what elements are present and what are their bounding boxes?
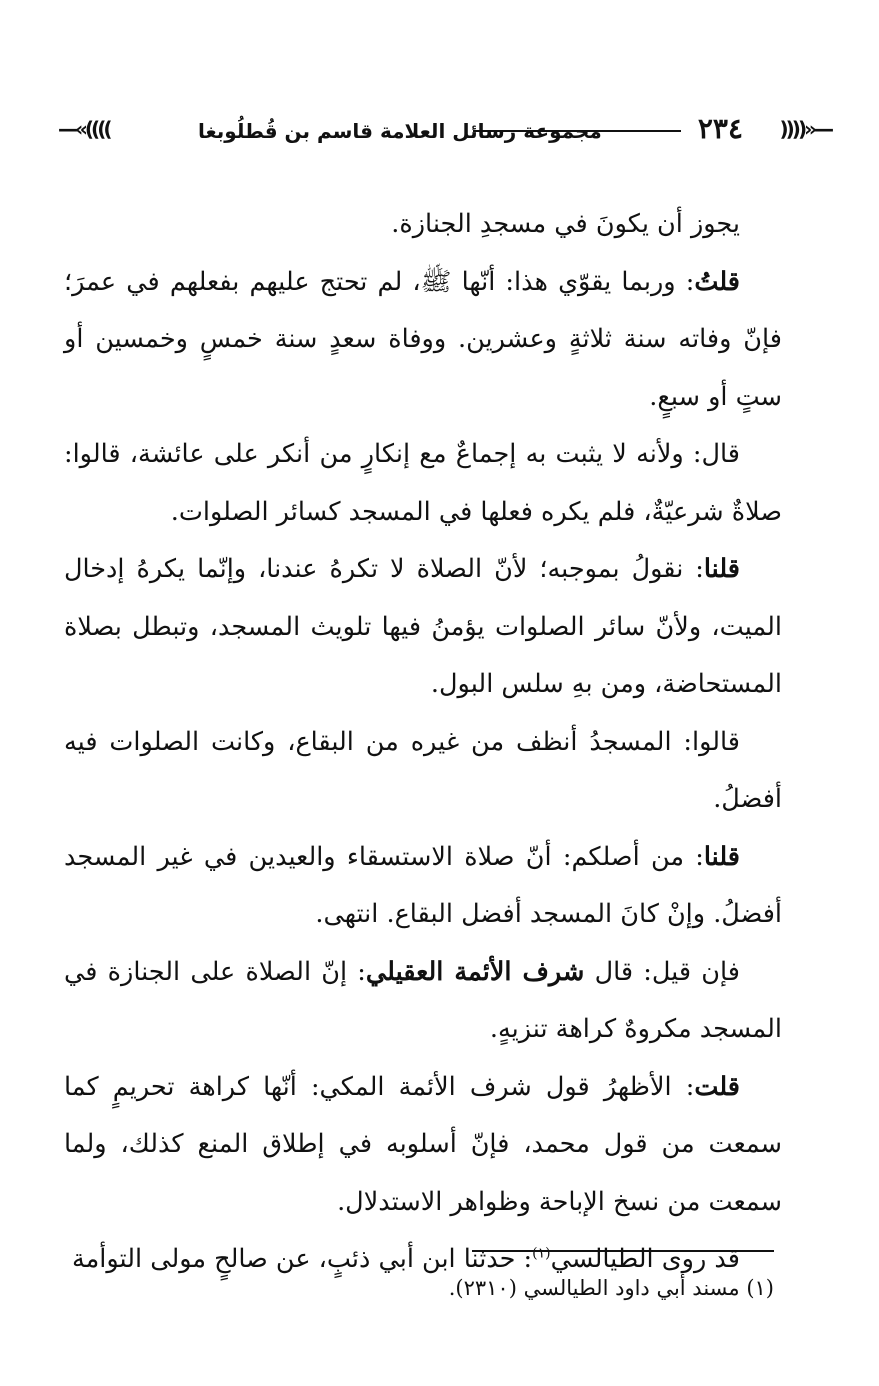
paragraph-7 xyxy=(64,944,782,1059)
footnote-rule xyxy=(472,1250,774,1252)
header-ornament-left: ))))»— xyxy=(58,117,110,141)
footnote: (١) مسند أبي داود الطيالسي (٢٣١٠). xyxy=(448,1276,774,1300)
paragraph-text: فإن قيل: قال xyxy=(584,956,740,987)
paragraph-5: قالوا: المسجدُ أنظف من غيره من البقاع، وكانت الصلوات فيه أفضلُ. xyxy=(64,726,782,814)
paragraph-lead: قلنا xyxy=(703,554,740,584)
main-text xyxy=(64,196,782,1289)
paragraph-1: يجوز أن يكونَ في مسجدِ الجنازة. xyxy=(391,209,740,239)
scholar-name: شرف الأئمة العقيلي xyxy=(365,956,585,987)
paragraph-text: : حدثنا ابن أبي ذئبٍ، عن صالحٍ مولى التوأمة xyxy=(71,1244,533,1274)
paragraph-2 xyxy=(64,254,782,427)
paragraph-3: قال: ولأنه لا يثبت به إجماعٌ مع إنكارٍ من أنكر على عائشة، قالوا: صلاةٌ شرعيّةٌ، فلم يكره فعلها في المسجد كسائر الصلوات. xyxy=(64,439,782,527)
paragraph-text: : وربما يقوّي هذا: أنّها ﷺ، لم تحتج عليهم بفعلهم في عمرَ؛ فإنّ وفاته سنة ثلاثةٍ وعشرين. ووفاة سعدٍ سنة خمسٍ وخمسين أو ستٍ أو سبعٍ. xyxy=(64,266,782,412)
paragraph-text: : من أصلكم: أنّ صلاة الاستسقاء والعيدين في غير المسجد أفضلُ. وإنْ كانَ المسجد أفضل البقاع. انتهى. xyxy=(64,841,782,929)
running-header xyxy=(58,112,831,152)
paragraph-lead: قلت xyxy=(694,1071,740,1102)
header-ornament-right: —«(((( xyxy=(779,117,831,141)
paragraph-8 xyxy=(64,1059,782,1232)
footnote-reference: (١) xyxy=(532,1245,551,1262)
paragraph-text: : إنّ الصلاة على الجنازة في المسجد مكروهٌ كراهة تنزيهٍ. xyxy=(64,956,782,1044)
paragraph-lead: قلنا xyxy=(703,841,740,872)
paragraph-text: قد روى الطيالسي xyxy=(550,1244,740,1274)
paragraph-lead: قلتُ xyxy=(694,266,740,297)
running-title: مجموعة رسائل العلامة قاسم بن قُطلُوبغا xyxy=(198,119,602,143)
page-number: ٢٣٤ xyxy=(697,112,743,145)
paragraph-6 xyxy=(64,829,782,944)
paragraph-4 xyxy=(64,541,782,714)
paragraph-text: : الأظهرُ قول شرف الأئمة المكي: أنّها كراهة تحريمٍ كما سمعت من قول محمد، فإنّ أسلوبه في إطلاق المنع كذلك، ولما سمعت من نسخ الإباحة وظواهر الاستدلال. xyxy=(64,1071,782,1217)
paragraph-text: : نقولُ بموجبه؛ لأنّ الصلاة لا تكرهُ عندنا، وإنّما يكرهُ إدخال الميت، ولأنّ سائر الصلوات يؤمنُ فيها تلويث المسجد، وتبطل بصلاة المستحاضة، ومن بهِ سلس البول. xyxy=(64,554,782,699)
